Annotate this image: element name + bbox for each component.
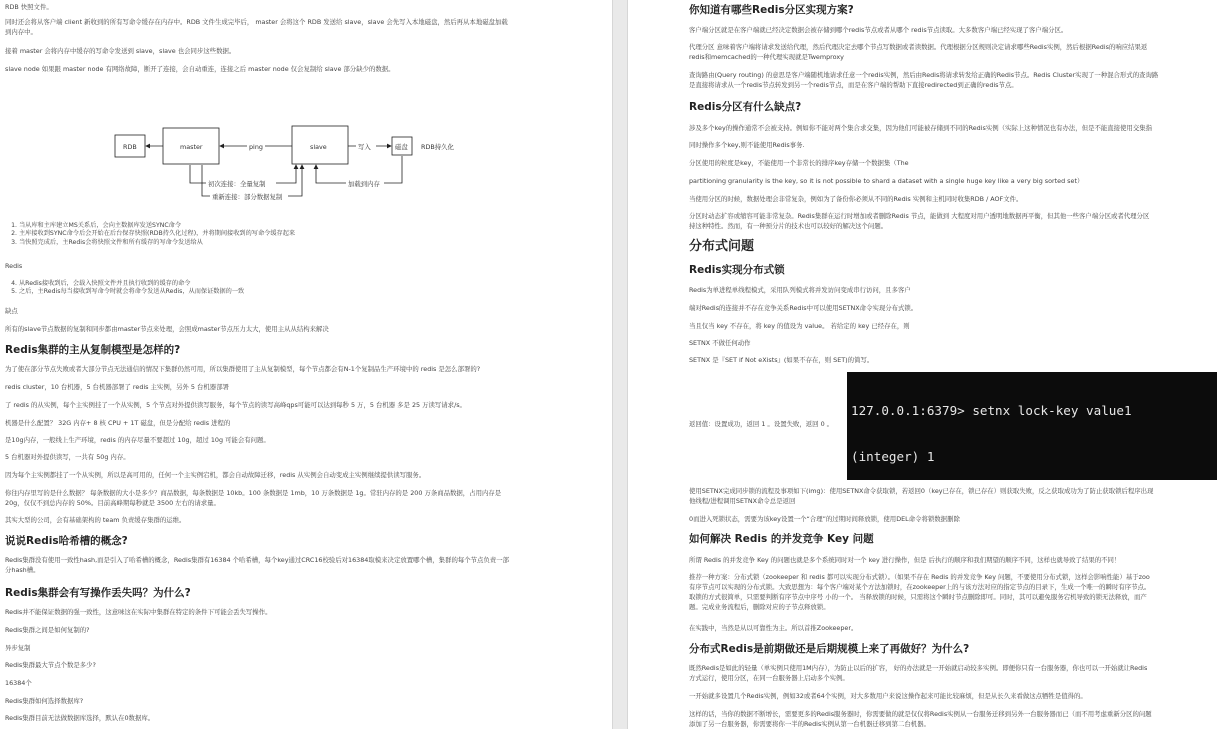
heading-distributed-timing: 分布式Redis是前期做还是后期规模上来了再做好？为什么?: [689, 643, 970, 655]
paragraph: 客户端分区就是在客户端就已经决定数据会被存储到哪个redis节点或者从哪个 redis节点读取。大多数客户端已经实现了客户端分区。: [689, 26, 1068, 34]
paragraph: Redis为单进程单线程模式，采用队列模式将并发访问变成串行访问，且多客户: [689, 286, 911, 294]
paragraph: 因为每个主实例都挂了一个从实例，所以是高可用的，任何一个主实例宕机，都会自动故障迁移，redis 从实例会自动变成主实例继续提供读写服务。: [5, 471, 426, 479]
heading-partition-schemes: 你知道有哪些Redis分区实现方案?: [689, 4, 854, 16]
paragraph: 方式运行，使用分区，在同一台服务器上启动多个实例。: [689, 674, 849, 682]
paragraph: Redis: [5, 262, 23, 270]
paragraph: 5 台机器对外提供读写，一共有 50g 内存。: [5, 453, 130, 461]
heading-distributed-issues: 分布式问题: [689, 239, 755, 254]
paragraph: 接着 master 会将内存中缓存的写命令发送到 slave，slave 也会同步这些数据。: [5, 47, 236, 55]
disk-label: 磁盘: [395, 143, 408, 151]
reconnect-label: 重新连接：部分数据复制: [212, 193, 283, 201]
master-label: master: [180, 143, 203, 151]
list-item: 5. 之后，主Redis每当接收到写命令时就会将命令发送从Redis，从而保证数据的一致: [19, 288, 244, 296]
paragraph: Redis集群如何选择数据库?: [5, 697, 84, 705]
paragraph: 其实大型的公司，会有基础架构的 team 负责缓存集群的运维。: [5, 516, 186, 524]
paragraph: 他线程/进程调用SETNX命令总是返回: [689, 497, 796, 505]
ping-label: ping: [249, 143, 263, 151]
sync-steps-list-continued: [5, 280, 244, 297]
paragraph: 返回值：设置成功，返回 1 。设置失败，返回 0 。: [689, 420, 834, 428]
paragraph: 涉及多个key的操作通常不会被支持。例如你不能对两个集合求交集，因为他们可能被存储到不同的Redis实例（实际上这种情况也有办法，但是不能直接使用交集指: [689, 124, 1152, 132]
paragraph: 当且仅当 key 不存在，将 key 的值设为 value。 若给定的 key 已经存在，则: [689, 322, 910, 330]
paragraph: Redis集群没有使用一致性hash,而是引入了哈希槽的概念，Redis集群有16384 个哈希槽，每个key通过CRC16校验后对16384取模来决定放置哪个槽，集群的每个节点负责一部: [5, 556, 509, 564]
list-item: 1. 当从库和主库建立MS关系后，会向主数据库发送SYNC命令: [19, 222, 295, 230]
heading-write-loss: Redis集群会有写操作丢失吗？为什么?: [5, 587, 191, 599]
paragraph: Redis集群目前无法做数据库选择，默认在0数据库。: [5, 714, 155, 722]
rdb-label: RDB: [123, 143, 137, 151]
list-item: 4. 从Redis接收到后，会载入快照文件并且执行收到的缓存的命令: [19, 280, 244, 288]
rdb-persist-label: RDB持久化: [421, 143, 454, 151]
sync-steps-list: [5, 222, 295, 247]
replication-diagram: [110, 120, 480, 210]
paragraph: 代理分区 意味着客户端将请求发送给代理，然后代理决定去哪个节点写数据或者读数据。代理根据分区规则决定请求哪些Redis实例，然后根据Redis的响应结果返: [689, 43, 1148, 51]
paragraph: 同时操作多个key,则不能使用Redis事务.: [689, 141, 805, 149]
paragraph: Redis集群最大节点个数是多少?: [5, 661, 96, 669]
paragraph: 0而进入死锁状态，需要为该key设置一个“合理”的过期时间释放锁，使用DEL命令将锁数据删除: [689, 515, 960, 523]
paragraph: 了 redis 的从实例，每个主实例挂了一个从实例，5 个节点对外提供读写服务，每个节点的读写高峰qps可能可以达到每秒 5 万，5 台机器 多是 25 万读写请求/s。: [5, 401, 466, 409]
list-item: 2. 主库接收到SYNC命令后会开始在后台保存快照(RDB持久化过程)，并将期间接收到的写命令缓存起来: [19, 230, 295, 238]
paragraph: 分区时动态扩容或缩容可能非常复杂。Redis集群在运行时增加或者删除Redis 节点，能做到 大程度对用户透明地数据再平衡，但其他一些客户端分区或者代理分区: [689, 212, 1150, 220]
paragraph: 分区使用的粒度是key，不能使用一个非常长的排序key存储一个数据集（The: [689, 159, 909, 167]
paragraph: 20g，仅仅不到总内存的 50%。目前高峰期每秒就是 3500 左右的请求量。: [5, 499, 220, 507]
paragraph: 机器是什么配置？ 32G 内存+ 8 核 CPU + 1T 磁盘，但是分配给 redis 进程的: [5, 419, 231, 427]
list-item: 3. 当快照完成后，主Redis会将快照文件和所有缓存的写命令发送给从: [19, 239, 295, 247]
paragraph: 这样的话，当你的数据不断增长，需要更多的Redis服务器时，你需要做的就是仅仅将Redis实例从一台服务迁移到另外一台服务器而已（而不用考虑重新分区的问题: [689, 710, 1152, 718]
paragraph: 16384个: [5, 679, 32, 687]
paragraph: 为了使在部分节点失败或者大部分节点无法通信的情况下集群仍然可用，所以集群使用了主从复制模型，每个节点都会有N-1个复制品生产环境中的 redis 是怎么部署的?: [5, 365, 481, 373]
paragraph: 是10g内存，一般线上生产环境，redis 的内存尽量不要超过 10g，超过 10g 可能会有问题。: [5, 436, 270, 444]
paragraph: 一开始就多设置几个Redis实例，例如32或者64个实例，对大多数用户来说这操作起来可能比较麻烦，但是从长久来看做这点牺牲是值得的。: [689, 692, 1087, 700]
paragraph: 添加了另一台服务器，你需要将你一半的Redis实例从第一台机器迁移到第二台机器。: [689, 720, 930, 728]
slave-label: slave: [310, 143, 327, 151]
paragraph: 所有的slave节点数据的复制和同步都由master节点来处理，会照成master节点压力太大，使用主从从结构来解决: [5, 325, 329, 333]
paragraph: 所谓 Redis 的并发竞争 Key 的问题也就是多个系统同时对一个 key 进行操作，但是 后执行的顺序和我们期望的顺序不同，这样也就导致了结果的不同！: [689, 556, 1121, 564]
paragraph: 使用SETNX完成同步锁的流程及事项如下(img)：使用SETNX命令获取锁，若返回0（key已存在，锁已存在）则获取失败，反之获取成功为了防止获取锁后程序出现: [689, 487, 1154, 495]
paragraph: slave node 如果跟 master node 有网络故障，断开了连接，会自动重连，连接之后 master node 仅会复制给 slave 部分缺少的数据。: [5, 65, 395, 73]
terminal-screenshot: [847, 372, 1217, 480]
paragraph: 既然Redis是如此的轻量（单实例只使用1M内存），为防止以后的扩容， 好的办法就是一开始就启动较多实例。即便你只有一台服务器，你也可以一开始就让Redis: [689, 664, 1148, 672]
paragraph: 端对Redis的连接并不存在竞争关系Redis中可以使用SETNX命令实现分布式锁。: [689, 304, 918, 312]
load-memory-label: 加载到内存: [348, 180, 380, 188]
paragraph: 你往内存里写的是什么数据？ 每条数据的大小是多少？商品数据，每条数据是 10kb。100 条数据是 1mb，10 万条数据是 1g。常驻内存的是 200 万条商品数据，占用内存是: [5, 489, 502, 497]
paragraph: 取锁的方式很简单，只需要判断有序节点中序号 小的一个。 当释放锁的时候，只需将这个瞬时节点删除即可。同时，其可以避免服务宕机导致的锁无法释放，而产: [689, 593, 1147, 601]
heading-concurrent-key: 如何解决 Redis 的并发竞争 Key 问题: [689, 533, 874, 545]
paragraph: 查询路由(Query routing) 的意思是客户端随机地请求任意一个redis实例，然后由Redis将请求转发给正确的Redis节点。Redis Cluster实现了一种混合形式的查询路: [689, 71, 1159, 79]
heading-hash-slot: 说说Redis哈希槽的概念?: [5, 535, 128, 547]
paragraph: 是直接将请求从一个redis节点转发到另一个redis节点，而是在客户端的帮助下直接redirected到正确的redis节点。: [689, 81, 1018, 89]
heading-cluster-replication: Redis集群的主从复制模型是怎样的?: [5, 344, 181, 356]
paragraph: RDB 快照文件。: [5, 3, 53, 11]
paragraph: partitioning granularity is the key, so it is not possible to shard a dataset with a single huge key like a very big sorted set）: [689, 177, 1084, 185]
paragraph: Redis集群之间是如何复制的?: [5, 626, 90, 634]
paragraph: 缺点: [5, 307, 18, 315]
paragraph: 当使用分区的时候，数据处理会非常复杂，例如为了备份你必须从不同的Redis 实例和主机同时收集RDB / AOF文件。: [689, 195, 1023, 203]
paragraph: 持这种特性。然而，有一种预分片的技术也可以较好的解决这个问题。: [689, 222, 888, 230]
paragraph: Redis并不能保证数据的强一致性，这意味这在实际中集群在特定的条件下可能会丢失写操作。: [5, 608, 272, 616]
paragraph: 同时还会将从客户端 client 新收到的所有写命令缓存在内存中。RDB 文件生成完毕后， master 会将这个 RDB 发送给 slave，slave 会先写入本地磁盘，然后再从本地磁盘加载: [5, 18, 508, 26]
paragraph: 到内存中。: [5, 28, 37, 36]
page-gutter: [612, 0, 628, 729]
paragraph: 题。完成业务流程后，删除对应的子节点释放锁。: [689, 603, 830, 611]
first-connect-label: 初次连接：全量复制: [208, 180, 266, 188]
write-in-label: 写入: [358, 143, 371, 151]
paragraph: SETNX 是『SET if Not eXists』(如果不存在，则 SET)的简写。: [689, 356, 874, 364]
document-page-right: [628, 0, 1217, 729]
paragraph: 有序节点可以实现的分布式锁。大致思想为：每个客户端对某个方法加锁时，在zookeeper上的与该方法对应的指定节点的目录下，生成一个唯一的瞬时有序节点。: [689, 583, 1151, 591]
heading-partition-shortcomings: Redis分区有什么缺点?: [689, 101, 802, 113]
terminal-line: 127.0.0.1:6379> setnx lock-key value1: [851, 403, 1132, 419]
paragraph: redis和memcached的一种代理实现就是Twemproxy: [689, 53, 844, 61]
paragraph: redis cluster，10 台机器，5 台机器部署了 redis 主实例，另外 5 台机器部署: [5, 383, 229, 391]
paragraph: 异步复制: [5, 644, 31, 652]
heading-distributed-lock: Redis实现分布式锁: [689, 264, 785, 276]
paragraph: 推荐一种方案：分布式锁（zookeeper 和 redis 都可以实现分布式锁）。（如果不存在 Redis 的并发竞争 Key 问题，不要使用分布式锁，这样会影响性能）基于zoo: [689, 573, 1150, 581]
paragraph: 在实践中，当然是从以可靠性为主。所以首推Zookeeper。: [689, 624, 858, 632]
terminal-line: (integer) 1: [851, 449, 935, 465]
paragraph: 分hash槽。: [5, 566, 40, 574]
paragraph: SETNX 不做任何动作: [689, 339, 751, 347]
